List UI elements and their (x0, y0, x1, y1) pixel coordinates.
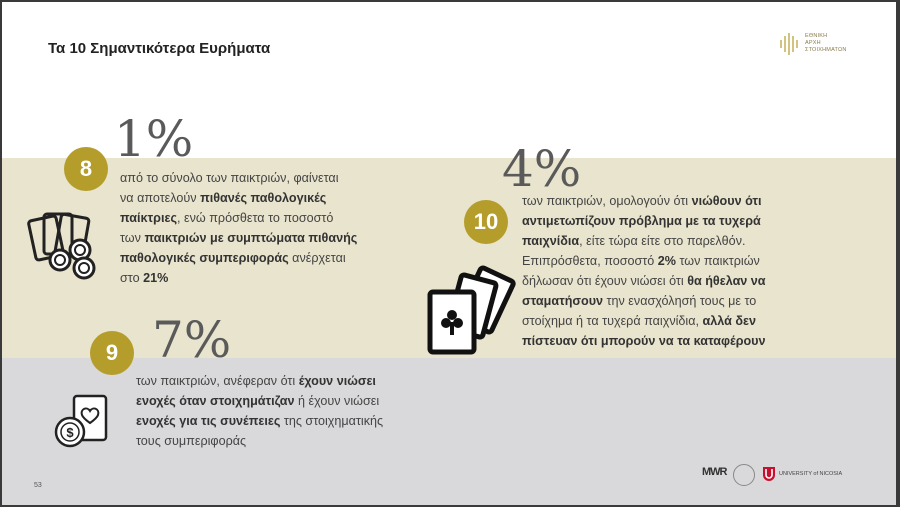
emphasis-text: ενοχές όταν στοιχημάτιζαν (136, 394, 295, 408)
logo-line: ΣΤΟΙΧΗΜΑΤΩΝ (805, 47, 847, 53)
text-segment: , είτε τώρα είτε στο παρελθόν. (579, 234, 746, 248)
playing-cards-fan-icon (424, 264, 524, 356)
finding-text-line (120, 268, 390, 288)
finding-text-line (136, 411, 426, 431)
finding-text-line (522, 191, 812, 211)
emphasis-text: πίστευαν ότι μπορούν να τα καταφέρουν (522, 334, 766, 348)
text-segment: στοίχημα ή τα τυχερά παιχνίδια, (522, 314, 703, 328)
mwr-logo: MWR (702, 466, 727, 478)
university-logo-icon (762, 466, 776, 482)
slide (2, 2, 896, 505)
emphasis-text: παθολογικές συμπεριφοράς (120, 251, 289, 265)
page-title: Τα 10 Σημαντικότερα Ευρήματα (48, 40, 271, 57)
text-segment: της στοιχηματικής (280, 414, 384, 428)
national-gaming-authority-logo (778, 30, 858, 60)
finding-number-badge: 9 (90, 331, 134, 375)
university-name: UNIVERSITY of NICOSIA (779, 471, 843, 477)
finding-percent: 4% (502, 140, 582, 198)
text-segment: να αποτελούν (120, 191, 201, 205)
finding-text (522, 191, 812, 351)
logo-line: ΕΘΝΙΚΗ (805, 33, 828, 39)
emphasis-text: παίκτριες (120, 211, 177, 225)
card-and-coin-icon (52, 392, 112, 448)
finding-number-badge: 10 (464, 200, 508, 244)
finding-text-line (120, 208, 390, 228)
finding-text-line (136, 431, 426, 451)
finding-text-line (120, 248, 390, 268)
emphasis-text: έχουν νιώσει (298, 374, 376, 388)
emphasis-text: σταματήσουν (522, 294, 604, 308)
svg-text:$: $ (66, 425, 74, 440)
finding-number-badge: 8 (64, 147, 108, 191)
text-segment: ανέρχεται (288, 251, 346, 265)
logo-line: ΑΡΧΗ (805, 40, 821, 46)
text-segment: των (120, 231, 145, 245)
finding-text-line (120, 228, 390, 248)
finding-text (120, 168, 390, 288)
text-segment: των παικτριών, ομολογούν ότι (522, 194, 692, 208)
finding-text-line (522, 331, 812, 351)
emphasis-text: 2% (657, 254, 676, 268)
seal-logo-icon (733, 464, 755, 486)
emphasis-text: αντιμετωπίζουν πρόβλημα με τα τυχερά (522, 214, 761, 228)
page-number: 53 (34, 482, 42, 489)
finding-text-line (522, 311, 812, 331)
logo-mark-icon (778, 30, 800, 58)
finding-text-line (522, 211, 812, 231)
text-segment: των παικτριών (675, 254, 760, 268)
partner-logos (702, 464, 862, 486)
finding-text-line (522, 271, 812, 291)
finding-text (136, 371, 426, 451)
finding-text-line (136, 371, 426, 391)
finding-text-line (136, 391, 426, 411)
finding-text-line (522, 231, 812, 251)
text-segment: τους συμπεριφοράς (136, 434, 247, 448)
text-segment: Επιπρόσθετα, ποσοστό (522, 254, 658, 268)
emphasis-text: παικτριών με συμπτώματα πιθανής (144, 231, 358, 245)
cards-and-chips-icon (26, 208, 102, 284)
text-segment: την ενασχόλησή τους με το (603, 294, 757, 308)
finding-percent: 7% (152, 311, 232, 369)
emphasis-text: ενοχές για τις συνέπειες (136, 414, 281, 428)
emphasis-text: πιθανές παθολογικές (200, 191, 327, 205)
emphasis-text: αλλά δεν (702, 314, 756, 328)
emphasis-text: νιώθουν ότι (691, 194, 762, 208)
text-segment: των παικτριών, ανέφεραν ότι (136, 374, 299, 388)
text-segment: στο (120, 271, 144, 285)
emphasis-text: 21% (143, 271, 169, 285)
finding-text-line (120, 168, 390, 188)
finding-text-line (522, 291, 812, 311)
text-segment: από το σύνολο των παικτριών, φαίνεται (120, 171, 339, 185)
text-segment: , ενώ πρόσθετα το ποσοστό (177, 211, 334, 225)
finding-percent: 1% (114, 110, 194, 168)
text-segment: δήλωσαν ότι έχουν νιώσει ότι (522, 274, 688, 288)
emphasis-text: θα ήθελαν να (687, 274, 766, 288)
finding-text-line (120, 188, 390, 208)
finding-text-line (522, 251, 812, 271)
emphasis-text: παιχνίδια (522, 234, 580, 248)
text-segment: ή έχουν νιώσει (294, 394, 380, 408)
